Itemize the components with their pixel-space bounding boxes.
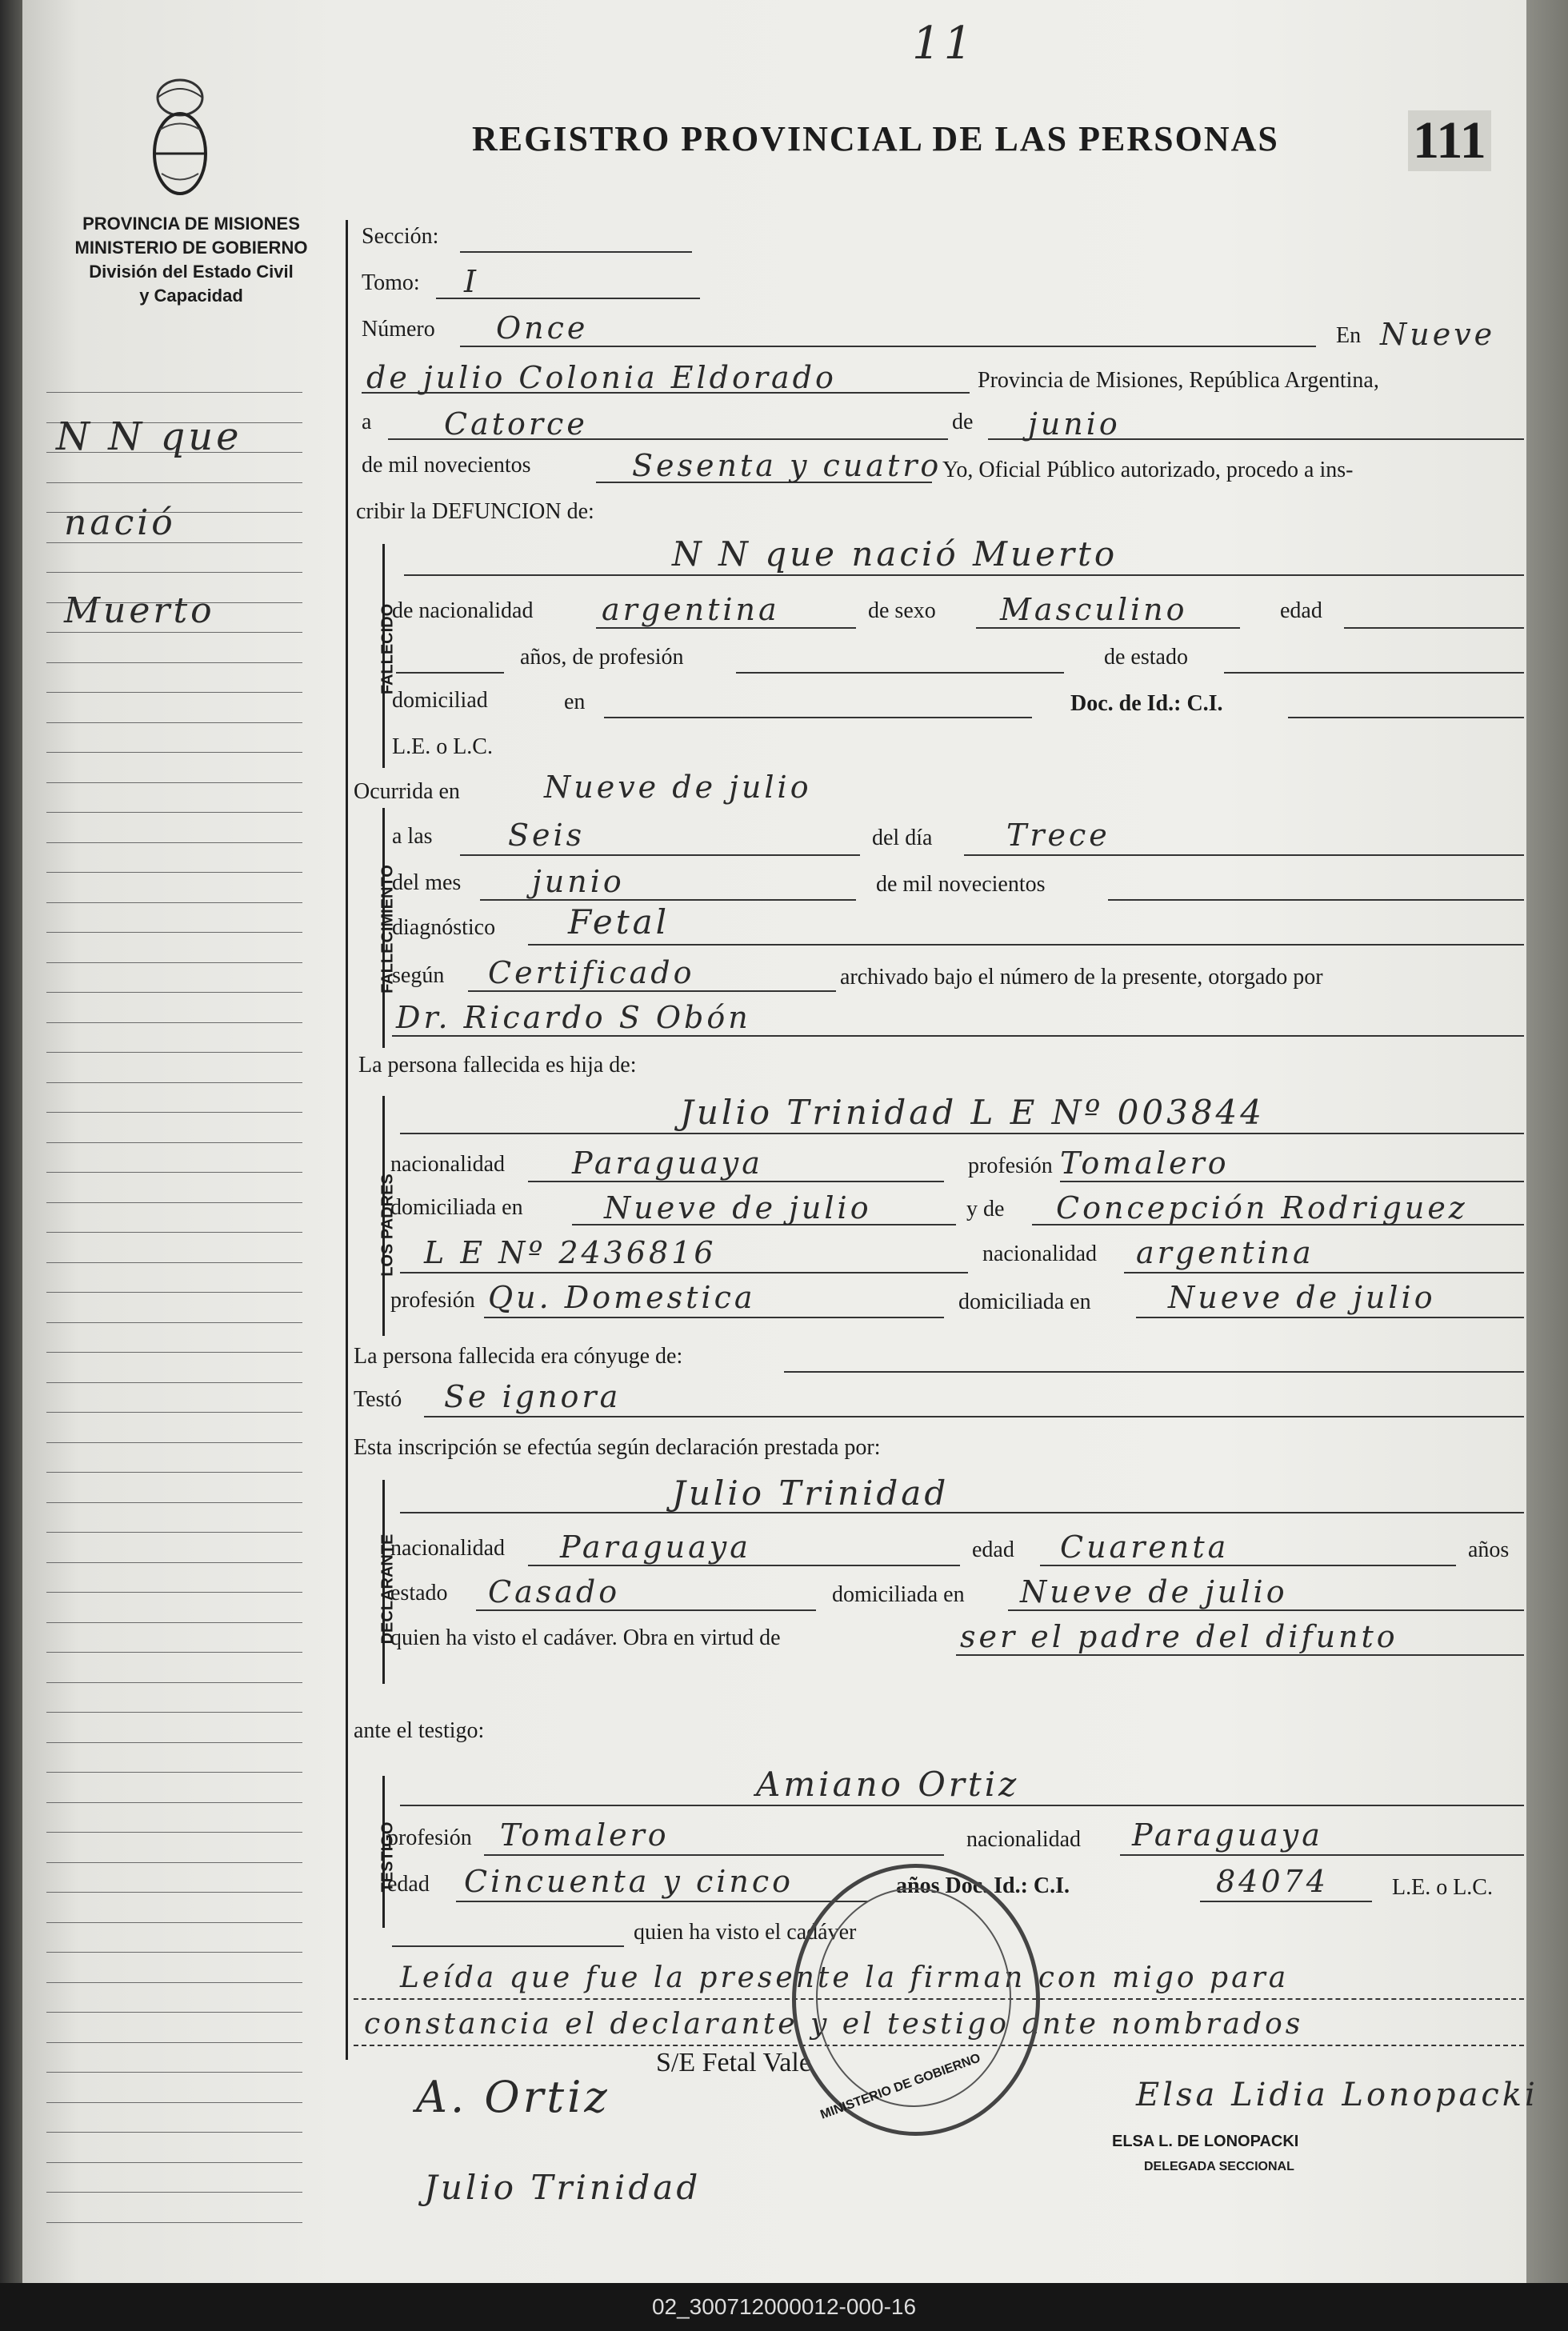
test-edad-value: Cincuenta y cinco (464, 1864, 794, 1899)
margin-note-line2: nació (64, 502, 176, 543)
coat-of-arms-icon (144, 74, 216, 210)
ocurrida-label: Ocurrida en (354, 779, 460, 804)
side-label-declarante: DECLARANTE (378, 1533, 397, 1645)
madre-nac-line (1124, 1272, 1524, 1273)
del-dia-label: del día (872, 826, 933, 850)
signature-declarante: Julio Trinidad (424, 2168, 702, 2207)
ocurrida-value: Nueve de julio (544, 770, 812, 805)
sexo-label: de sexo (868, 598, 936, 623)
oficial-stamp-name: ELSA L. DE LONOPACKI (1112, 2133, 1299, 2150)
form-frame (346, 220, 348, 2060)
margin-note-line1: N N que (56, 414, 242, 459)
estado-line (1224, 672, 1524, 674)
padre-value: Julio Trinidad L E Nº 003844 (680, 1093, 1265, 1132)
testo-line (424, 1416, 1524, 1417)
dia-value: Catorce (444, 406, 588, 442)
lugar-value-1: Nueve (1380, 317, 1496, 352)
test-ci-line (1200, 1901, 1372, 1902)
register-title: REGISTRO PROVINCIAL DE LAS PERSONAS (472, 119, 1279, 158)
testo-label: Testó (354, 1387, 402, 1412)
mes-fall-line (480, 899, 856, 901)
test-nac-line (1120, 1854, 1524, 1856)
profesion-line (736, 672, 1064, 674)
numero-label: Número (362, 317, 435, 342)
en-domicilio-label: en (564, 690, 586, 714)
decl-virtud-line (956, 1654, 1524, 1656)
side-label-fallecimiento: FALLECIMIENTO (378, 865, 397, 994)
nacionalidad-line (596, 627, 856, 629)
lugar-value-2: de julio Colonia Eldorado (366, 360, 837, 395)
diagnostico-label: diagnóstico (392, 915, 496, 940)
edad-line (1344, 627, 1524, 629)
nacionalidad-value: argentina (602, 592, 780, 627)
madre-doc-value: L E Nº 2436816 (424, 1235, 717, 1270)
certificado-value: Certificado (488, 955, 695, 990)
issuing-authority: PROVINCIA DE MISIONES MINISTERIO DE GOBIERNO División del Estado Civil y Capacidad (74, 214, 308, 306)
madre-dom-line (1136, 1317, 1524, 1318)
le-lc-label: L.E. o L.C. (392, 734, 493, 759)
padre-dom-label: domiciliada en (390, 1195, 523, 1220)
padre-nac-value: Paraguaya (572, 1146, 763, 1181)
decl-edad-label: edad (972, 1537, 1014, 1562)
test-extra-line (392, 1945, 624, 1947)
testigo-line (400, 1805, 1524, 1806)
declarante-line (400, 1512, 1524, 1513)
dia-fall-line (964, 854, 1524, 856)
test-edad-line (456, 1901, 868, 1902)
segun-label: según (392, 963, 445, 988)
tomo-value: I (464, 264, 480, 299)
madre-nac-label: nacionalidad (982, 1241, 1098, 1266)
page-number: 11 (912, 18, 976, 70)
oficial-stamp-title: DELEGADA SECCIONAL (1144, 2160, 1294, 2173)
anos-line (396, 672, 504, 674)
side-label-testigo: TESTIGO (378, 1821, 397, 1893)
test-nac-label: nacionalidad (966, 1827, 1082, 1852)
decl-estado-line (476, 1609, 816, 1611)
doc-id-line (1288, 717, 1524, 718)
test-ci-value: 84074 (1216, 1864, 1329, 1899)
fallecido-name-line (404, 574, 1524, 576)
sexo-line (976, 627, 1240, 629)
conyuge-label: La persona fallecida era cónyuge de: (354, 1344, 683, 1369)
madre-nac-value: argentina (1136, 1235, 1314, 1270)
madre-doc-line (400, 1272, 968, 1273)
domiciliad-label: domiciliad (392, 688, 488, 713)
decl-dom-label: domiciliada en (832, 1582, 965, 1607)
padre-prof-label: profesión (968, 1154, 1053, 1178)
padre-prof-line (1060, 1181, 1524, 1182)
test-cadaver-text: quien ha visto el cadáver (634, 1920, 857, 1945)
image-filename: 02_300712000012-000-16 (0, 2283, 1568, 2331)
test-nac-value: Paraguaya (1132, 1817, 1323, 1853)
medico-value: Dr. Ricardo S Obón (396, 1000, 751, 1035)
del-mes-label: del mes (392, 870, 462, 895)
archivado-text: archivado bajo el número de la presente, otorgado por (840, 965, 1323, 990)
dia-fall-value: Trece (1006, 818, 1110, 853)
page-edge (1526, 0, 1568, 2283)
diagnostico-value: Fetal (568, 902, 670, 942)
madre-prof-value: Qu. Domestica (488, 1280, 756, 1315)
anos-profesion-label: años, de profesión (520, 645, 684, 670)
test-edad-label: edad (387, 1872, 430, 1897)
decl-virtud-value: ser el padre del difunto (960, 1619, 1398, 1654)
domicilio-line (604, 717, 1032, 718)
hija-de-label: La persona fallecida es hija de: (358, 1053, 637, 1078)
de-mil-fall-label: de mil novecientos (876, 872, 1046, 897)
seccion-label: Sección: (362, 224, 439, 249)
ante-testigo-label: ante el testigo: (354, 1718, 485, 1743)
provincia-label: Provincia de Misiones, República Argentina, (978, 368, 1379, 393)
side-label-padres: LOS PADRES (378, 1173, 397, 1277)
numero-value: Once (496, 310, 589, 346)
mes-value: junio (1028, 406, 1121, 442)
y-de-label: y de (966, 1197, 1005, 1221)
decl-edad-value: Cuarenta (1060, 1529, 1230, 1565)
decl-estado-label: estado (390, 1581, 448, 1605)
decl-nac-line (528, 1565, 960, 1566)
edad-label: edad (1280, 598, 1322, 623)
madre-dom-value: Nueve de julio (1168, 1280, 1436, 1315)
test-prof-line (484, 1854, 944, 1856)
conyuge-line (784, 1371, 1524, 1373)
decl-nac-label: nacionalidad (390, 1536, 506, 1561)
anio-fall-line (1108, 899, 1524, 901)
de-label: de (952, 410, 974, 434)
seccion-line (460, 251, 692, 253)
padre-nac-line (528, 1181, 944, 1182)
medico-line (392, 1035, 1524, 1037)
signature-oficial: Elsa Lidia Lonopacki (1136, 2077, 1538, 2113)
side-label-fallecido: FALLECIDO (378, 603, 397, 695)
note-3: S/E Fetal Vale (656, 2048, 811, 2077)
certificado-line (468, 990, 836, 992)
testo-value: Se ignora (444, 1379, 622, 1414)
margin-note-line3: Muerto (64, 590, 215, 631)
de-estado-label: de estado (1104, 645, 1188, 670)
signature-testigo: A. Ortiz (416, 2072, 610, 2122)
en-label: En (1336, 323, 1362, 348)
oficial-text: Yo, Oficial Público autorizado, procedo a ins- (942, 458, 1354, 482)
a-las-label: a las (392, 824, 433, 849)
hora-line (460, 854, 860, 856)
test-prof-label: profesión (387, 1825, 472, 1850)
hora-value: Seis (508, 818, 586, 853)
padre-prof-value: Tomalero (1060, 1146, 1230, 1181)
decl-edad-line (1040, 1565, 1456, 1566)
numero-line (460, 346, 1316, 347)
cribir-text: cribir la DEFUNCION de: (356, 499, 594, 524)
padre-line (400, 1133, 1524, 1134)
folio-number: 111 (1408, 110, 1491, 171)
test-le-label: L.E. o L.C. (1392, 1875, 1493, 1900)
diagnostico-line (528, 944, 1524, 946)
de-mil-label: de mil novecientos (362, 453, 531, 478)
nacionalidad-label: de nacionalidad (392, 598, 534, 623)
seal-text: MINISTERIO DE GOBIERNO (818, 2051, 982, 2122)
padre-dom-value: Nueve de julio (604, 1190, 872, 1225)
tomo-label: Tomo: (362, 270, 420, 295)
fallecido-name: N N que nació Muerto (672, 534, 1118, 574)
a-label: a (362, 410, 372, 434)
book-binding (0, 0, 22, 2283)
test-prof-value: Tomalero (500, 1817, 670, 1853)
decl-dom-value: Nueve de julio (1020, 1574, 1288, 1609)
decl-estado-value: Casado (488, 1574, 621, 1609)
sexo-value: Masculino (1000, 592, 1188, 627)
madre-dom-label: domiciliada en (958, 1289, 1091, 1314)
note-2: constancia el declarante y el testigo ante nombrados (364, 2008, 1304, 2041)
madre-prof-line (484, 1317, 944, 1318)
decl-dom-line (1008, 1609, 1524, 1611)
mes-fall-value: junio (532, 864, 625, 899)
test-doc-label: años Doc. Id.: C.I. (896, 1873, 1070, 1898)
inscripcion-text: Esta inscripción se efectúa según declaración prestada por: (354, 1435, 881, 1460)
note-1: Leída que fue la presente la firman con migo para (400, 1961, 1290, 1994)
padre-nac-label: nacionalidad (390, 1152, 506, 1177)
madre-value: Concepción Rodriguez (1056, 1190, 1468, 1225)
decl-cadaver-text: quien ha visto el cadáver. Obra en virtud de (390, 1625, 781, 1650)
doc-id-label: Doc. de Id.: C.I. (1070, 691, 1223, 716)
decl-anos-label: años (1468, 1537, 1510, 1562)
decl-nac-value: Paraguaya (560, 1529, 751, 1565)
madre-prof-label: profesión (390, 1288, 475, 1313)
declarante-value: Julio Trinidad (672, 1473, 950, 1513)
testigo-value: Amiano Ortiz (756, 1765, 1020, 1804)
anio-value: Sesenta y cuatro (632, 448, 942, 483)
